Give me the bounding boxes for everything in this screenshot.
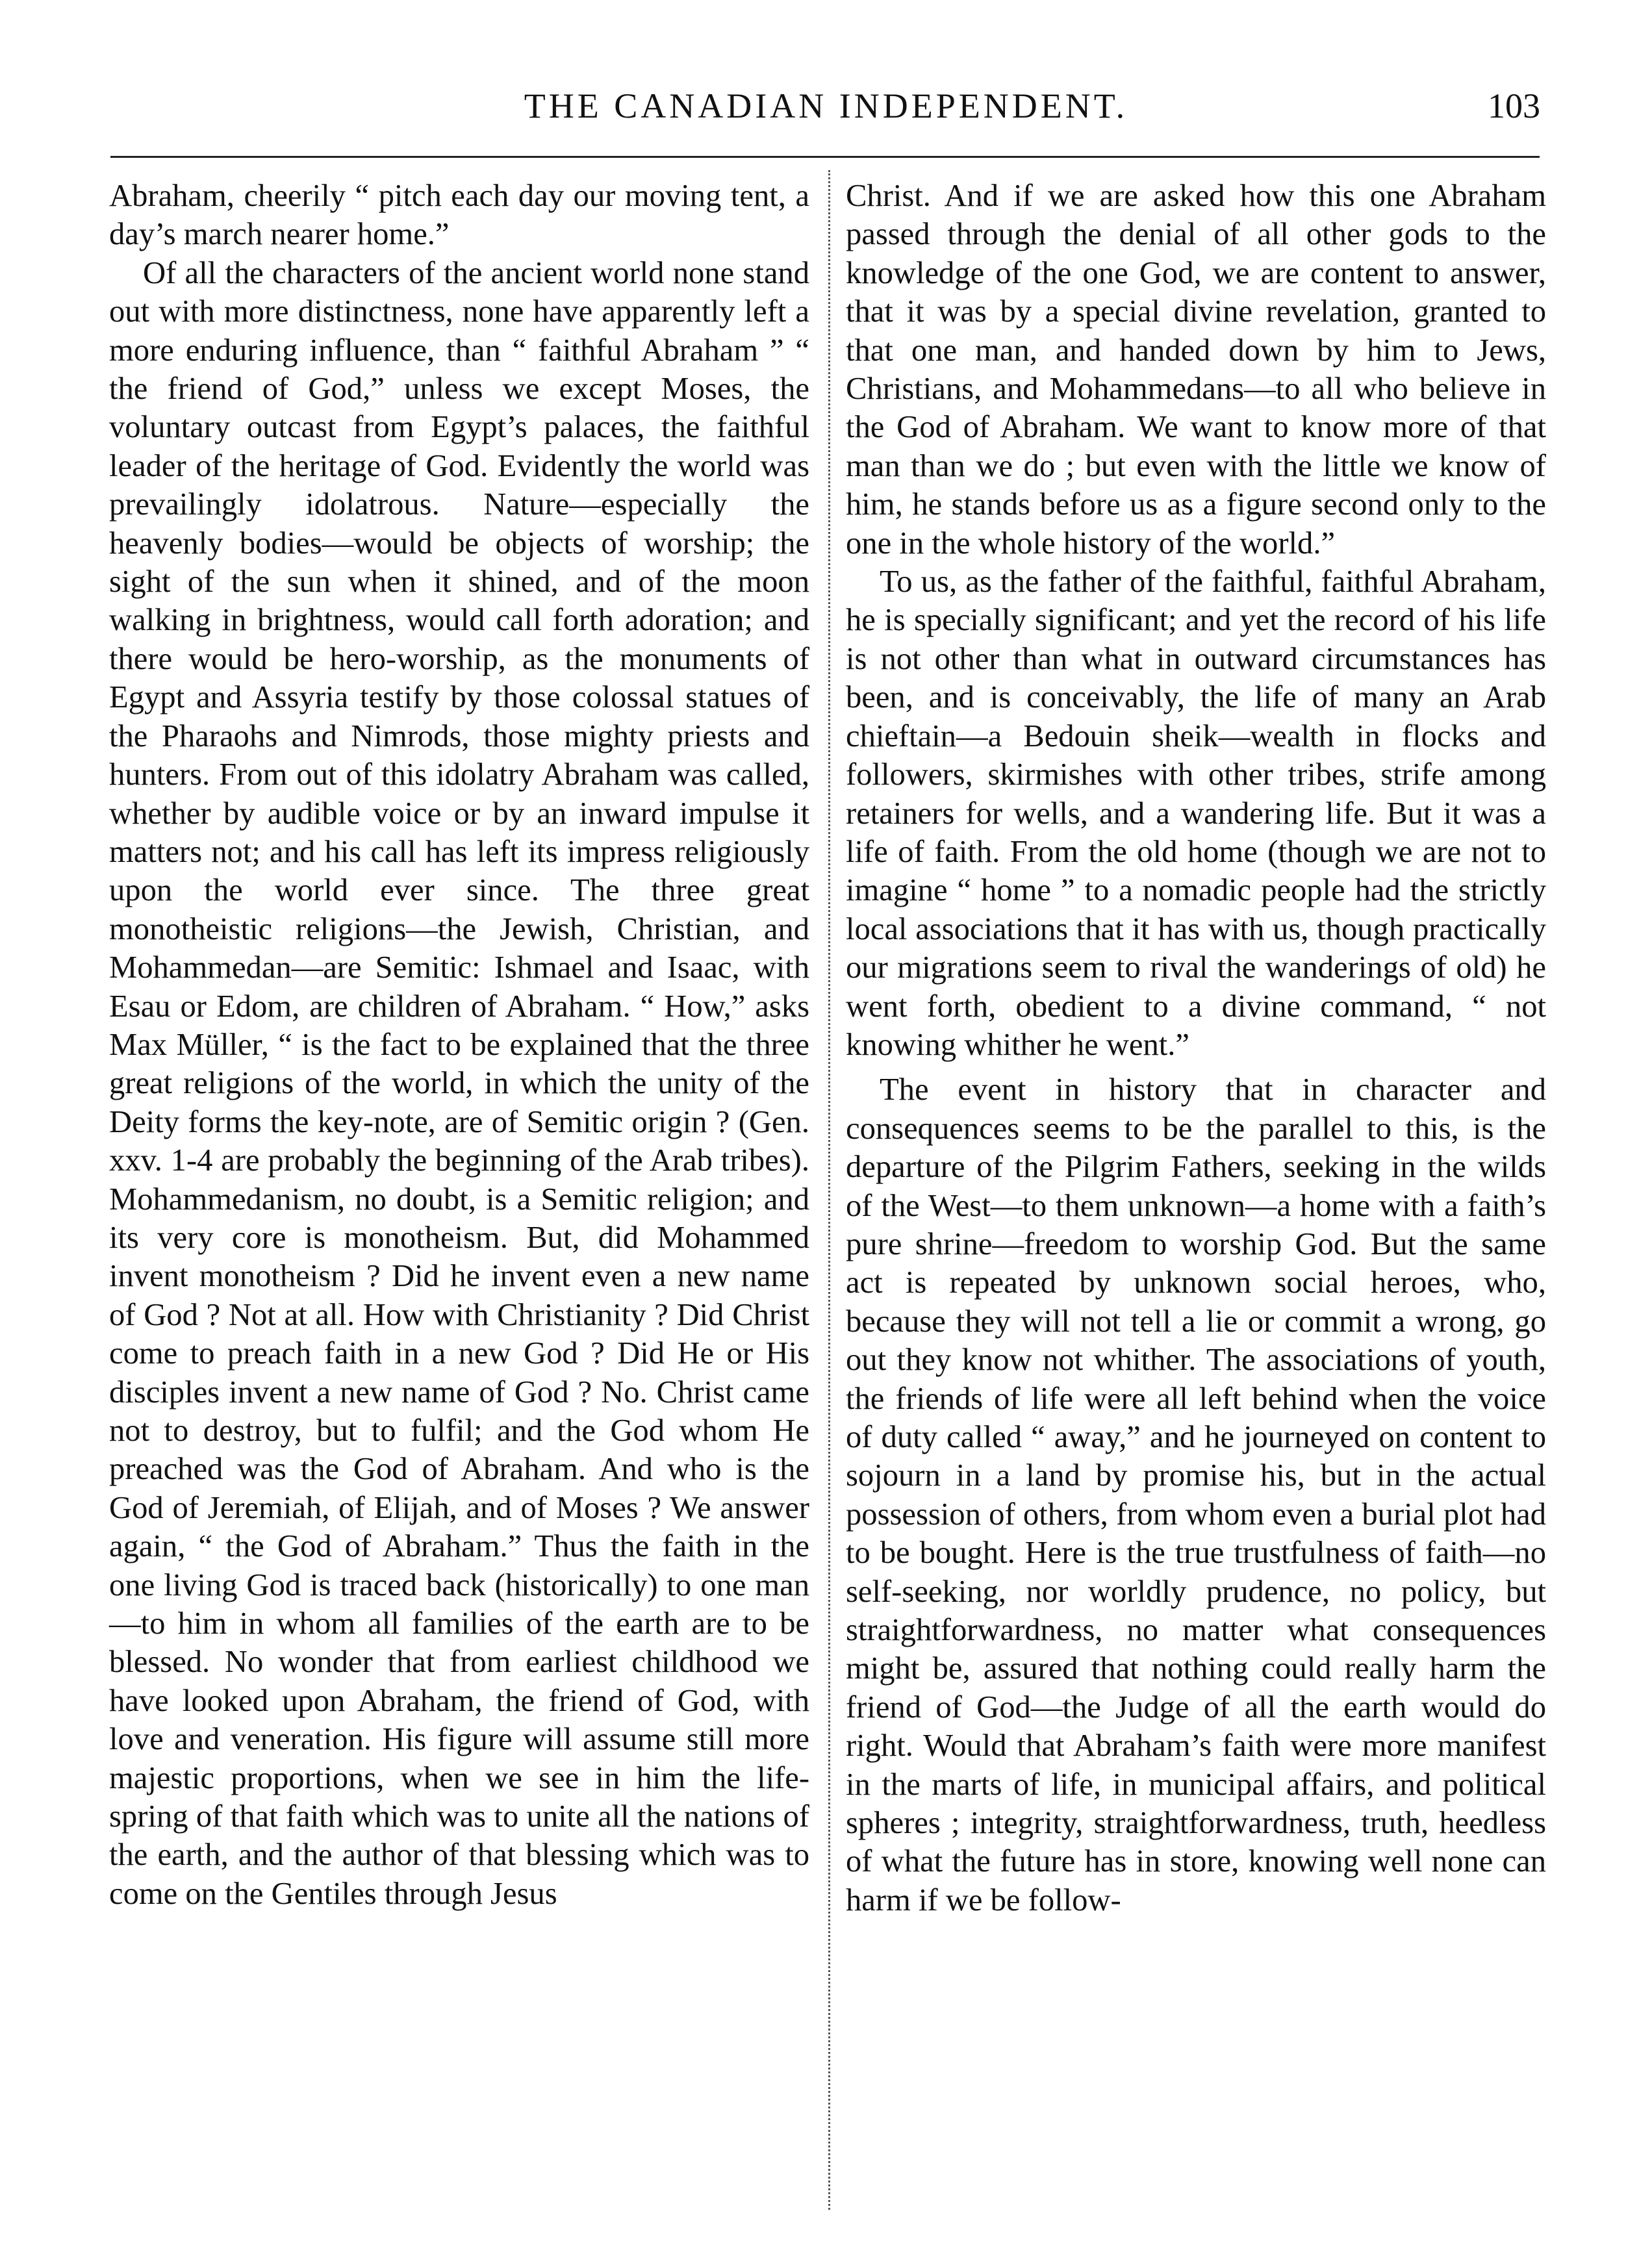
right-column [846,177,1546,1919]
header-rule [110,156,1540,158]
column-divider [828,170,830,2210]
left-column [109,177,809,1913]
paragraph: The event in history that in character and consequences seems to be the parallel to this, is the departure of the Pilgrim Fathers, seeking in the wilds of the West—to them unknown—a home with a faith’s pure shrine—freedom to worship God. But the same act is repeated by unknown social heroes, who, because they will not tell a lie or commit a wrong, go out they know not whither. The associations of youth, the friends of life were all left behind when the voice of duty called “ away,” and he journeyed on content to sojourn in a land by promise his, but in the actual possession of others, from whom even a burial plot had to be bought. Here is the true trustfulness of faith—no self-seeking, nor worldly prudence, no policy, but straightforwardness, no matter what consequences might be, assured that nothing could really harm the friend of God—the Judge of all the earth would do right. Would that Abraham’s faith were more manifest in the marts of life, in municipal affairs, and political spheres ; integrity, straightforwardness, truth, heedless of what the future has in store, knowing well none can harm if we be follow- [846,1072,1546,1917]
paragraph-continuation: Christ. And if we are asked how this one Abraham passed through the denial of all other gods to the knowledge of the one God, we are content to answer, that it was by a special divine revelation, granted to that one man, and handed down by him to Jews, Christians, and Mohammedans—to all who believe in the God of Abraham. We want to know more of that man than we do ; but even with the little we know of him, he stands before us as a figure second only to the one in the whole history of the world.” [846,178,1546,561]
paragraph: To us, as the father of the faithful, faithful Abraham, he is specially significant; and yet the record of his life is not other than what in outward circumstances has been, and is conceivably, the life of many an Arab chieftain—a Bedouin sheik—wealth in flocks and followers, skirmishes with other tribes, strife among retainers for wells, and a wandering life. But it was a life of faith. From the old home (though we are not to imagine “ home ” to a nomadic people had the strictly local associations that it has with us, though practically our migrations seem to rival the wanderings of old) he went forth, obedient to a divine command, “ not knowing whither he went.” [846,564,1546,1062]
paragraph: Of all the characters of the ancient world none stand out with more distinctness, none have apparently left a more enduring influence, than “ faithful Abraham ” “ the friend of God,” unless we except Moses, the voluntary outcast from Egypt’s palaces, the faithful leader of the heritage of God. Evidently the world was prevailingly idolatrous. Nature—especially the heavenly bodies—would be objects of worship; the sight of the sun when it shined, and of the moon walking in brightness, would call forth adoration; and there would be hero-worship, as the monuments of Egypt and Assyria testify by those colossal statues of the Pharaohs and Nimrods, those mighty priests and hunters. From out of this idolatry Abraham was called, whether by audible voice or by an inward impulse it matters not; and his call has left its impress religiously upon the world ever since. The three great monotheistic religions—the Jewish, Christian, and Mohammedan—are Semitic: Ishmael and Isaac, with Esau or Edom, are children of Abraham. “ How,” asks Max Müller, “ is the fact to be explained that the three great religions of the world, in which the unity of the Deity forms the key-note, are of Semitic origin ? (Gen. xxv. 1-4 are probably the beginning of the Arab tribes). Mohammedanism, no doubt, is a Semitic religion; and its very core is monotheism. But, did Mohammed invent monotheism ? Did he invent even a new name of God ? Not at all. How with Christianity ? Did Christ come to preach faith in a new God ? Did He or His disciples invent a new name of God ? No. Christ came not to destroy, but to fulfil; and the God whom He preached was the God of Abraham. And who is the God of Jeremiah, of Elijah, and of Moses ? We answer again, “ the God of Abraham.” Thus the faith in the one living God is traced back (historically) to one man—to him in whom all families of the earth are to be blessed. No wonder that from earliest childhood we have looked upon Abraham, the friend of God, with love and veneration. His figure will assume still more majestic proportions, when we see in him the life-spring of that faith which was to unite all the nations of the earth, and the author of that blessing which was to come on the Gentiles through Jesus [109,255,809,1911]
page-number: 103 [1488,86,1540,125]
publication-title: THE CANADIAN INDEPENDENT. [524,86,1128,125]
running-header [0,83,1652,129]
paragraph-continuation: Abraham, cheerily “ pitch each day our moving tent, a day’s march nearer home.” [109,178,809,252]
